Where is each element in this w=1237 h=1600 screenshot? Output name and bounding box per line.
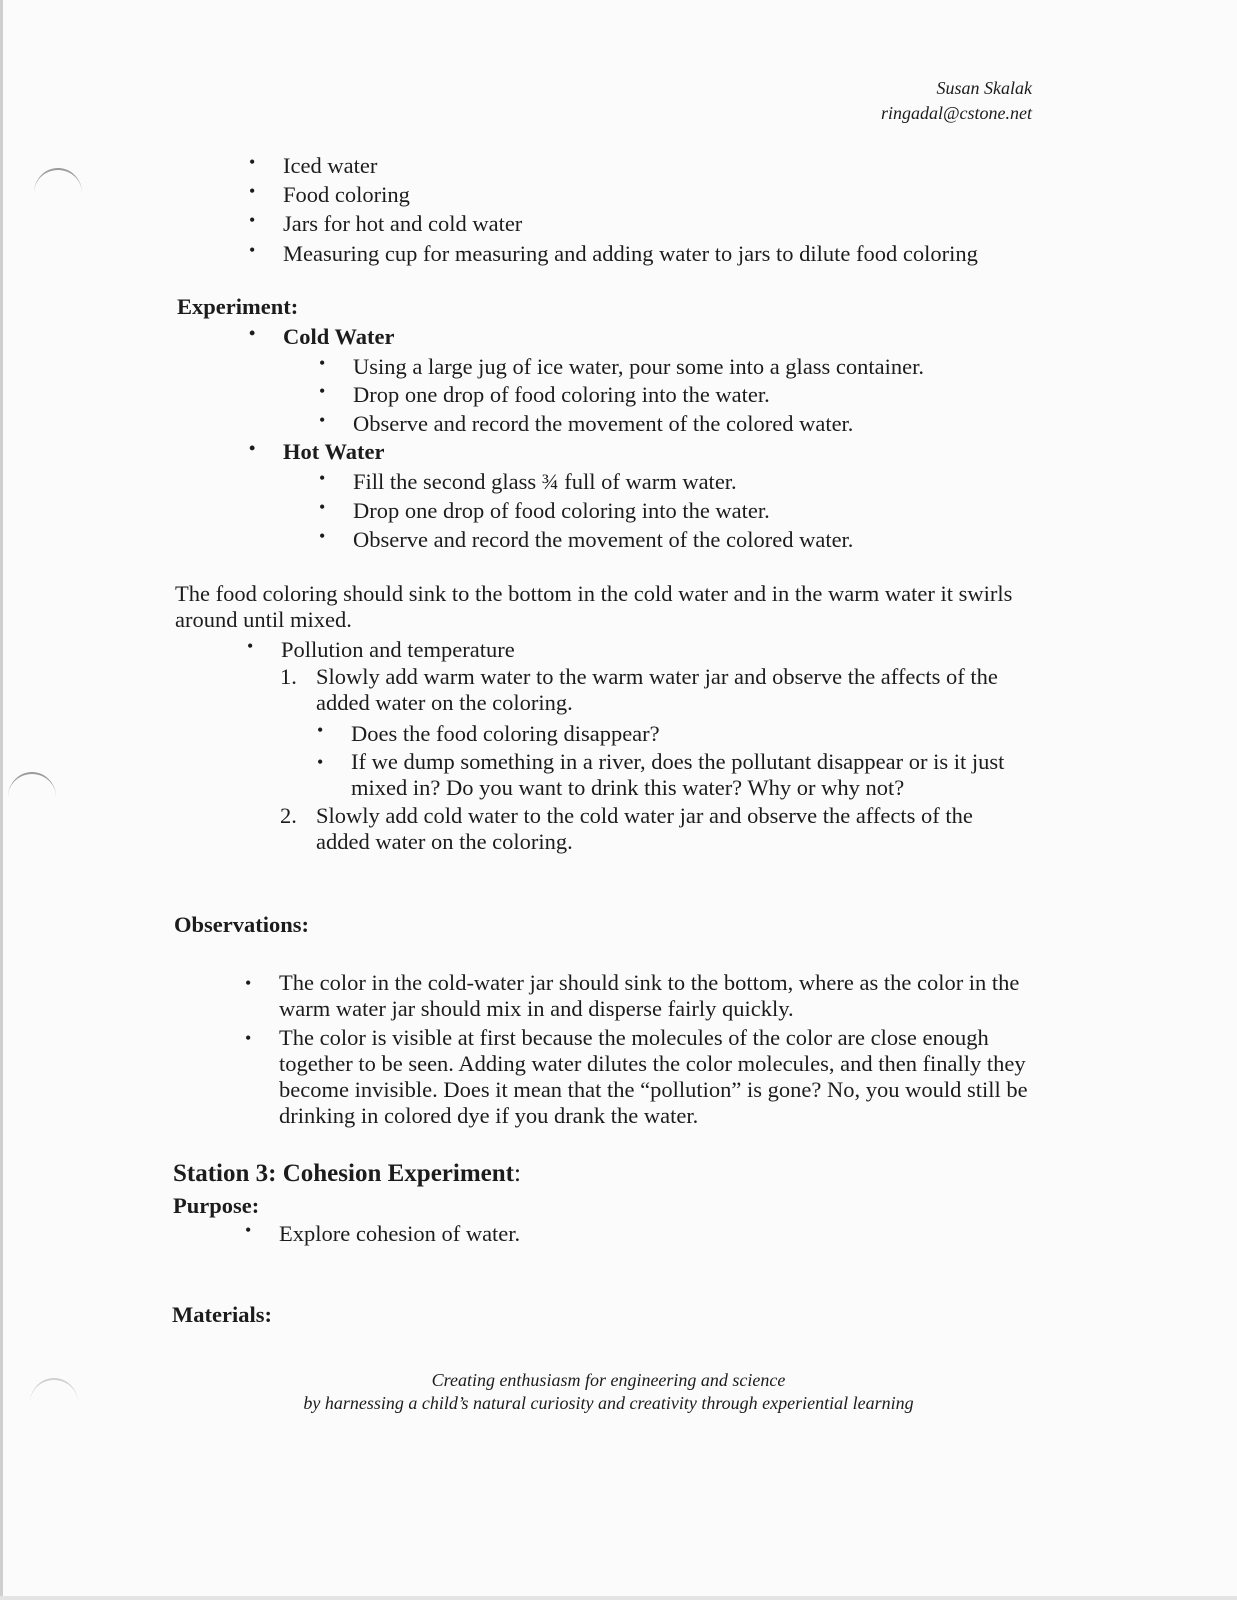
cold-water-title: • Cold Water	[283, 323, 394, 350]
footer-line: Creating enthusiasm for engineering and science	[431, 1370, 786, 1390]
station-title-text	[173, 1160, 521, 1187]
observations-heading: Observations:	[174, 912, 309, 937]
list-item: • Observe and record the movement of the colored water.	[353, 410, 853, 437]
summary-paragraph: The food coloring should sink to the bottom in the cold water and in the warm water it swirls around until mixed.	[175, 581, 1013, 632]
list-item: • Measuring cup for measuring and adding water to jars to dilute food coloring	[283, 240, 978, 267]
list-item: • The color in the cold-water jar should sink to the bottom, where as the color in the warm water jar should mix in and disperse fairly quickly.	[279, 970, 1039, 1022]
punch-hole-mark	[8, 772, 56, 822]
author-name: Susan Skalak	[936, 78, 1032, 98]
page-edge-bottom	[0, 1596, 1237, 1600]
list-item: • Jars for hot and cold water	[283, 210, 522, 237]
station-title	[173, 1159, 521, 1189]
footer-line: by harnessing a child’s natural curiosity and creativity through experiential learning	[303, 1393, 914, 1413]
item-number: 2.	[280, 803, 297, 828]
list-item: • Fill the second glass ¾ full of warm water.	[353, 468, 737, 495]
list-item: • Iced water	[283, 152, 377, 179]
list-item: • Using a large jug of ice water, pour some into a glass container.	[353, 353, 924, 380]
item-text: Slowly add warm water to the warm water jar and observe the affects of the added water on the coloring.	[316, 664, 998, 715]
list-item: • Observe and record the movement of the colored water.	[353, 526, 853, 553]
item-text: Slowly add cold water to the cold water jar and observe the affects of the added water on the coloring.	[316, 803, 973, 854]
station-title-bold: Station 3: Cohesion Experiment	[173, 1160, 514, 1187]
hot-water-title: • Hot Water	[283, 438, 384, 465]
page-edge	[0, 0, 3, 1600]
pollution-title: • Pollution and temperature	[281, 636, 515, 663]
list-item: • Drop one drop of food coloring into the water.	[353, 381, 770, 408]
numbered-item	[280, 803, 1026, 855]
punch-hole-mark	[34, 168, 82, 218]
materials-heading: Materials:	[172, 1302, 272, 1327]
list-item: • Food coloring	[283, 181, 410, 208]
list-item: • Does the food coloring disappear?	[351, 720, 660, 747]
item-number: 1.	[280, 664, 297, 689]
author-email: ringadal@cstone.net	[880, 103, 1032, 123]
list-item: • Drop one drop of food coloring into the water.	[353, 497, 770, 524]
purpose-heading: Purpose:	[173, 1193, 260, 1218]
list-item: • The color is visible at first because the molecules of the color are close enough together to be seen. Adding water dilutes the color molecules, and then finally they become invisible. Does it mean that the “pollution” is gone? No, you would still be drinking in colored dye if you drank the water.	[279, 1025, 1034, 1129]
list-item: • Explore cohesion of water.	[279, 1220, 520, 1247]
list-item: • If we dump something in a river, does the pollutant disappear or is it just mixed in? Do you want to drink this water? Why or why not?	[351, 749, 1016, 801]
numbered-item	[280, 664, 1016, 716]
experiment-heading: Experiment:	[177, 294, 299, 319]
station-title-colon: :	[513, 1160, 521, 1187]
